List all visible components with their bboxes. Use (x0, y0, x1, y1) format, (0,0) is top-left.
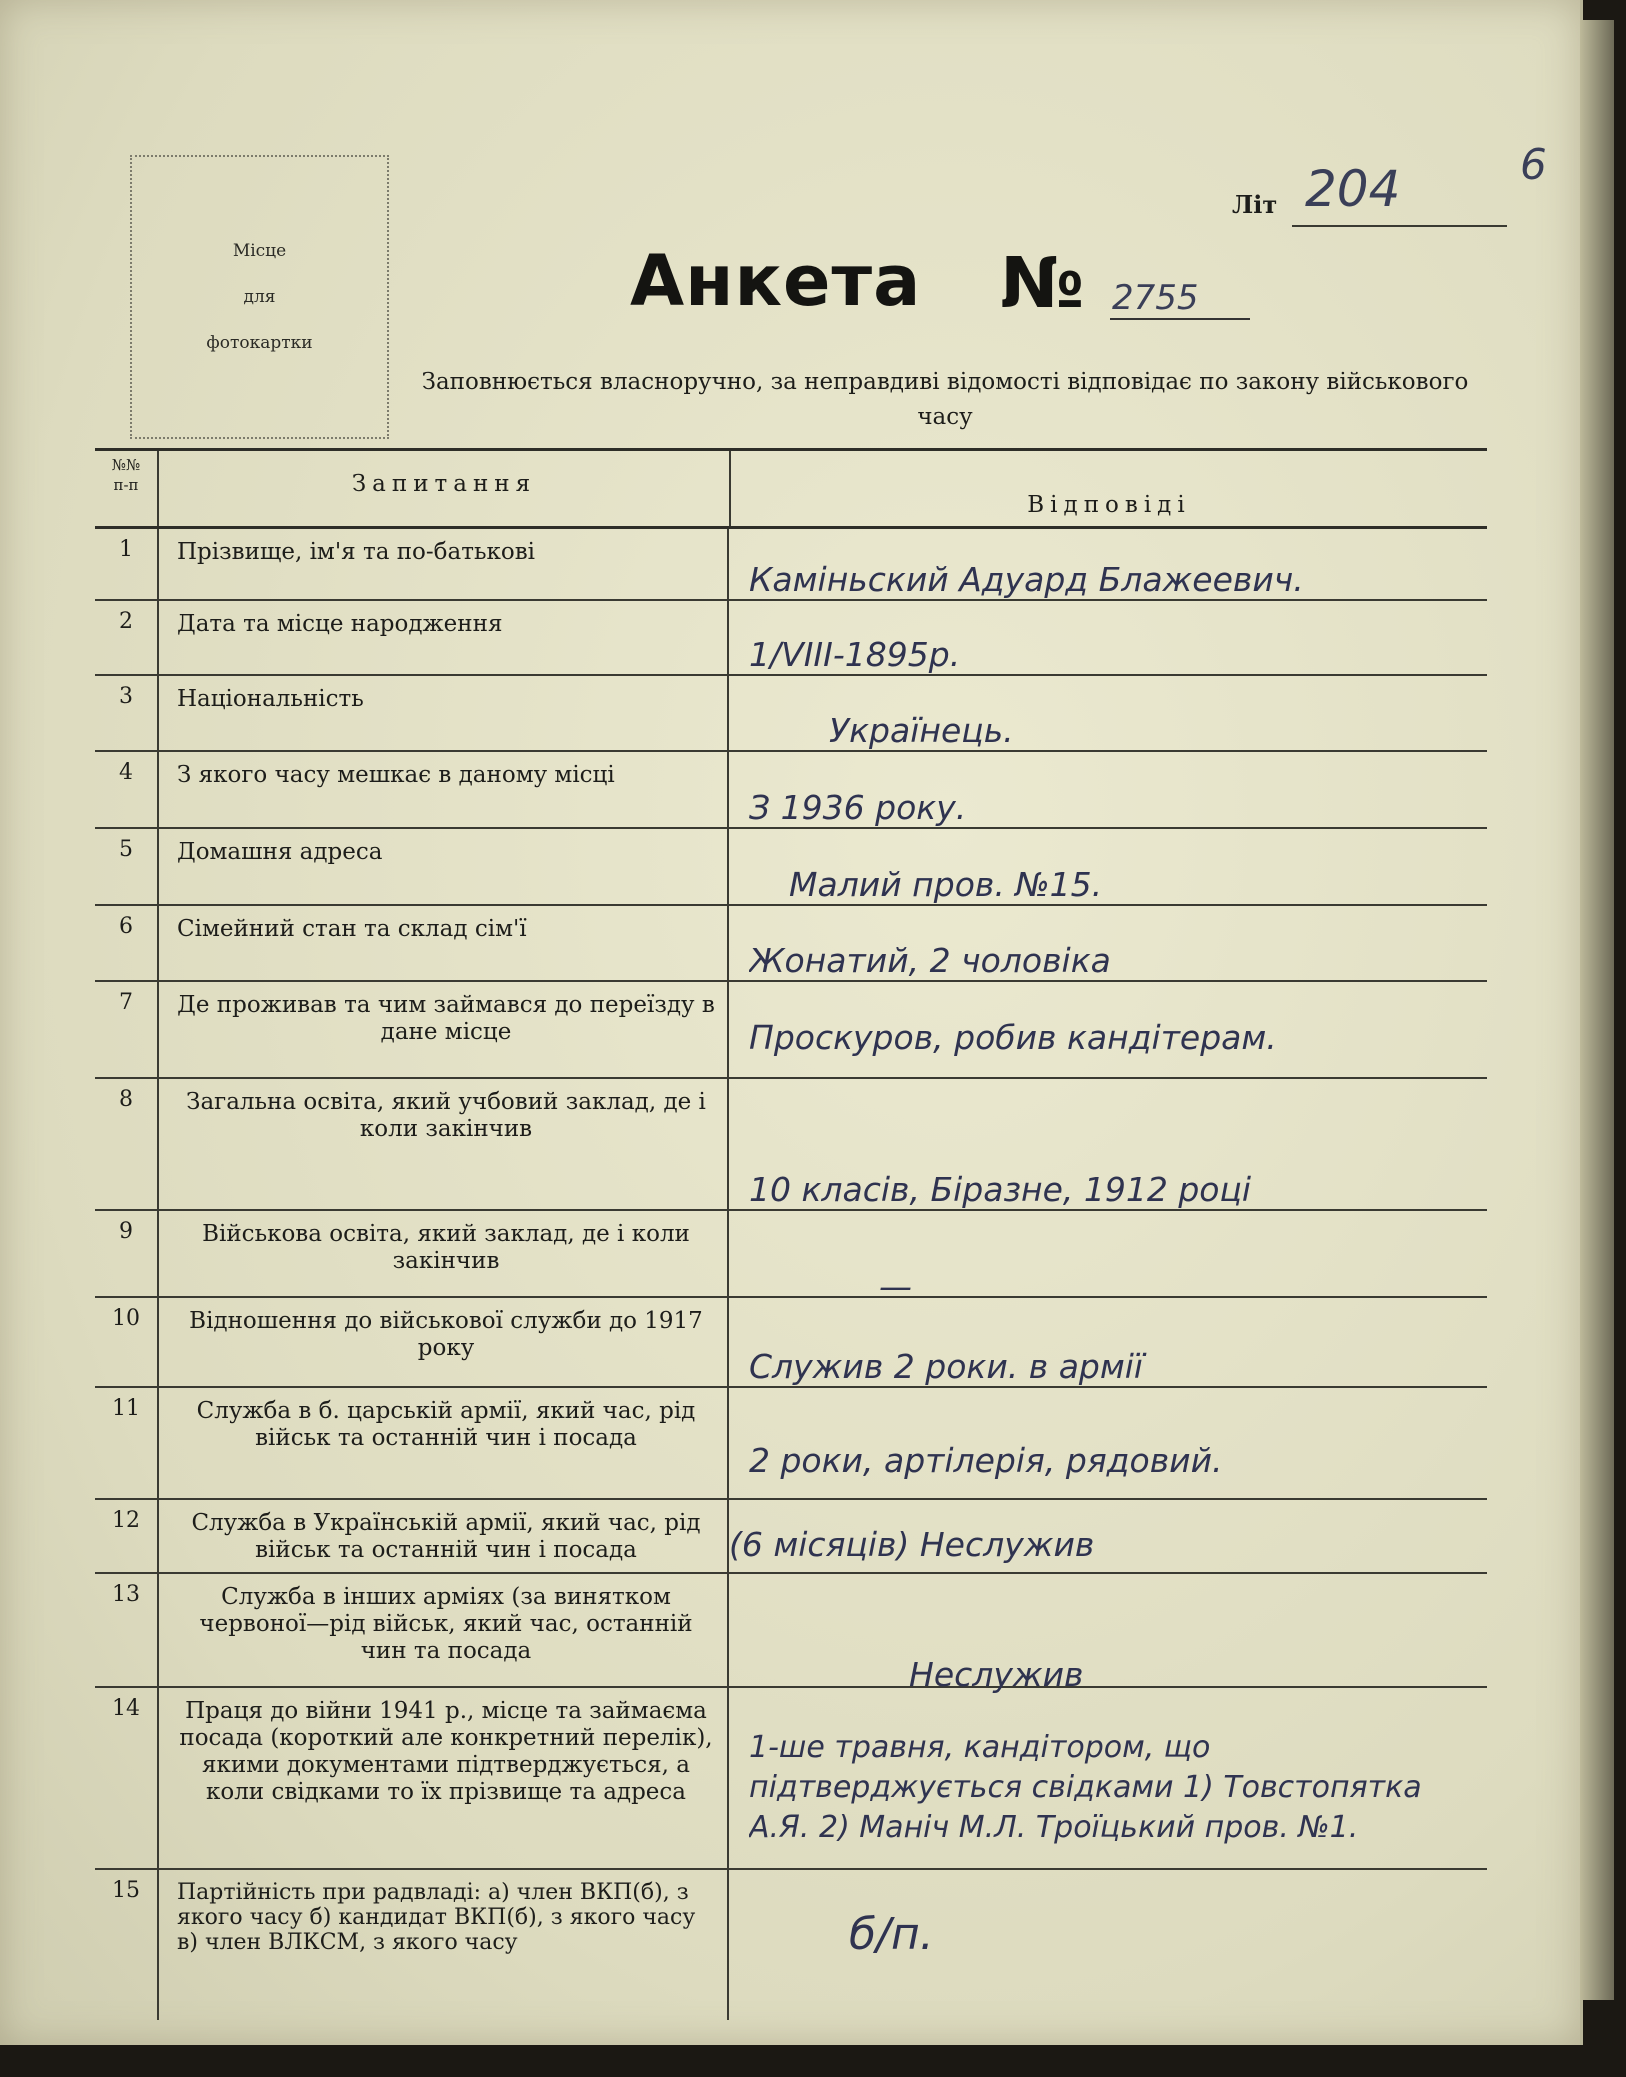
row-question: З якого часу мешкає в даному місці (159, 752, 729, 827)
row-answer-cell (729, 1574, 1487, 1694)
photo-placeholder-box (130, 155, 389, 439)
table-row (95, 1079, 1487, 1211)
row-question: Праця до війни 1941 р., місце та займаєма посада (короткий але конкретний перелік), якими документами підтверджується, а коли свідками то їх прізвище та адреса (159, 1688, 729, 1868)
row-answer-cell (729, 1298, 1487, 1386)
header-num-line2: п-п (113, 476, 139, 494)
header-question-col: Запитання (159, 451, 731, 526)
row-num: 14 (95, 1688, 159, 1868)
row-answer: — (879, 1267, 912, 1306)
row-num: 11 (95, 1388, 159, 1498)
row-num: 12 (95, 1500, 159, 1572)
row-question: Сімейний стан та склад сім'ї (159, 906, 729, 980)
table-row (95, 982, 1487, 1079)
row-answer: Українець. (829, 711, 1014, 750)
form-number: 2755 (1112, 278, 1199, 318)
row-num: 10 (95, 1298, 159, 1386)
questionnaire-table (95, 448, 1487, 2020)
row-num: 1 (95, 529, 159, 599)
row-answer: б/п. (849, 1909, 934, 1960)
row-answer: 2 роки, артілерія, рядовий. (749, 1441, 1223, 1480)
row-answer: Малий пров. №15. (789, 865, 1103, 904)
row-num: 4 (95, 752, 159, 827)
table-row (95, 601, 1487, 676)
row-question: Партійність при радвладі: а) член ВКП(б), з якого часу б) кандидат ВКП(б), з якого часу в) член ВЛКСМ, з якого часу (159, 1870, 729, 2020)
table-row (95, 906, 1487, 982)
row-answer-cell (729, 529, 1487, 599)
row-question: Відношення до військової служби до 1917 року (159, 1298, 729, 1386)
table-row (95, 529, 1487, 601)
row-answer: 1/VIII-1895р. (749, 635, 961, 674)
row-num: 15 (95, 1870, 159, 2020)
row-answer-cell (729, 601, 1487, 674)
header-num-col (95, 451, 159, 526)
row-answer-cell (729, 1870, 1487, 2020)
number-sign: № (1000, 242, 1085, 324)
photo-box-line1: Місце (232, 241, 287, 261)
table-row (95, 1211, 1487, 1306)
row-question: Національність (159, 676, 729, 750)
row-question: Загальна освіта, який учбовий заклад, де і коли закінчив (159, 1079, 729, 1209)
lit-label: Літ (1232, 190, 1278, 219)
row-num: 5 (95, 829, 159, 904)
table-row (95, 1298, 1487, 1388)
row-answer: Неслужив (909, 1655, 1084, 1694)
table-row (95, 752, 1487, 829)
row-question: Військова освіта, який заклад, де і коли закінчив (159, 1211, 729, 1296)
row-num: 3 (95, 676, 159, 750)
table-row (95, 829, 1487, 906)
table-row (95, 1870, 1487, 2020)
form-title: Анкета (630, 240, 922, 322)
row-answer: 1-ше травня, кандітором, що підтверджується свідками 1) Товстопятка А.Я. 2) Маніч М.Л. Троїцький пров. №1. (749, 1730, 1422, 1845)
row-question: Домашня адреса (159, 829, 729, 904)
table-row (95, 1688, 1487, 1870)
corner-number: 6 (1520, 140, 1547, 189)
row-question: Де проживав та чим займався до переїзду в дане місце (159, 982, 729, 1077)
row-question: Прізвище, ім'я та по-батькові (159, 529, 729, 599)
table-row (95, 1574, 1487, 1694)
row-answer: Проскуров, робив кандітерам. (749, 1018, 1277, 1057)
row-num: 7 (95, 982, 159, 1077)
row-answer-cell (729, 829, 1487, 904)
row-question: Дата та місце народження (159, 601, 729, 674)
table-row (95, 1388, 1487, 1500)
header-num-line1: №№ (111, 456, 141, 474)
table-header (95, 451, 1487, 529)
row-answer: З 1936 року. (749, 788, 967, 827)
row-answer-cell (729, 1688, 1487, 1868)
row-answer-cell (729, 1500, 1487, 1572)
row-num: 9 (95, 1211, 159, 1296)
row-answer-cell (729, 982, 1487, 1077)
row-answer-cell (729, 676, 1487, 750)
row-num: 13 (95, 1574, 159, 1686)
row-answer-cell (729, 752, 1487, 827)
table-row (95, 676, 1487, 752)
form-number-underline (1110, 318, 1250, 320)
photo-box-line2: для (243, 287, 276, 307)
row-answer: Жонатий, 2 чоловіка (749, 941, 1111, 980)
form-instruction: Заповнюється власноручно, за неправдиві відомості відповідає по закону військового часу (421, 369, 1469, 430)
table-row (95, 1500, 1487, 1574)
row-num: 2 (95, 601, 159, 674)
header-answer-col: Відповіді (1027, 492, 1191, 518)
row-answer-cell (729, 1079, 1487, 1209)
row-answer-cell (729, 1388, 1487, 1498)
row-question: Служба в інших арміях (за винятком червоної—рід військ, який час, останній чин та посада (159, 1574, 729, 1686)
row-answer: Каміньский Адуард Блажеевич. (749, 560, 1304, 599)
row-question: Служба в б. царській армії, який час, рід військ та останній чин і посада (159, 1388, 729, 1498)
photo-box-line3: фотокартки (206, 333, 313, 353)
row-answer-cell (729, 1211, 1487, 1306)
page-edge (1580, 20, 1614, 2000)
row-answer: 10 класів, Біразне, 1912 році (749, 1170, 1252, 1209)
row-answer-cell (729, 906, 1487, 980)
row-num: 8 (95, 1079, 159, 1209)
row-question: Служба в Українській армії, який час, рід військ та останній чин і посада (159, 1500, 729, 1572)
lit-underline (1292, 225, 1507, 227)
lit-value: 204 (1305, 160, 1401, 218)
row-num: 6 (95, 906, 159, 980)
row-answer: (6 місяців) Неслужив (729, 1525, 1095, 1564)
row-answer: Служив 2 роки. в армії (749, 1347, 1144, 1386)
